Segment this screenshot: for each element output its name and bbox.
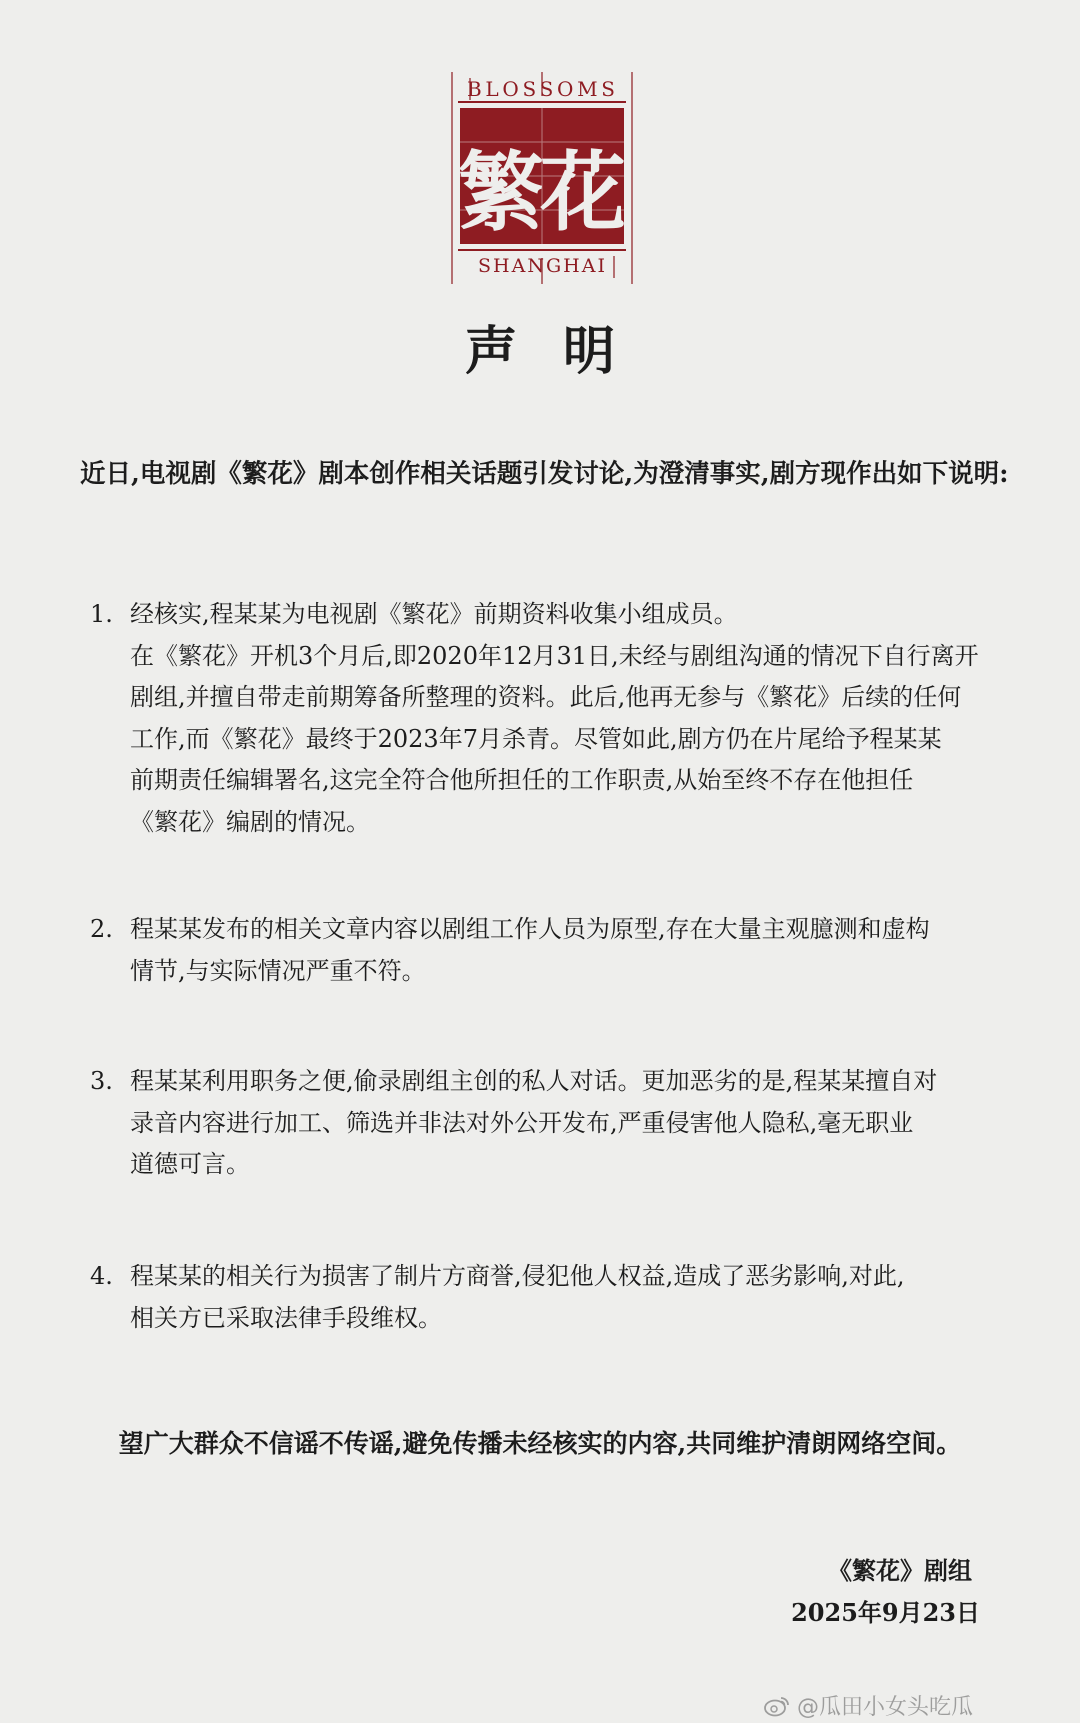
item-number: 3. — [90, 1067, 113, 1095]
statement-item-1 — [90, 594, 990, 843]
weibo-icon — [764, 1695, 797, 1720]
item-number: 2. — [90, 915, 113, 943]
intro-paragraph: 近日,电视剧《繁花》剧本创作相关话题引发讨论,为澄清事实,剧方现作出如下说明: — [80, 459, 1009, 489]
statement-title: 声明 — [464, 321, 661, 382]
watermark — [764, 1690, 973, 1721]
signature-org: 《繁花》剧组 — [828, 1556, 972, 1585]
item-line: 工作,而《繁花》最终于2023年7月杀青。尽管如此,剧方仍在片尾给予程某某 — [130, 724, 942, 753]
item-number: 4. — [90, 1262, 113, 1290]
item-line: 程某某的相关行为损害了制片方商誉,侵犯他人权益,造成了恶劣影响,对此, — [130, 1262, 905, 1290]
item-line: 剧组,并擅自带走前期筹备所整理的资料。此后,他再无参与《繁花》后续的任何 — [130, 683, 962, 711]
item-line: 相关方已采取法律手段维权。 — [130, 1303, 442, 1332]
item-line: 情节,与实际情况严重不符。 — [130, 956, 426, 985]
signature-date: 2025年9月23日 — [791, 1598, 980, 1627]
item-number: 1. — [90, 600, 113, 628]
item-line: 《繁花》编剧的情况。 — [130, 807, 370, 836]
statement-item-4 — [90, 1256, 990, 1339]
item-line: 在《繁花》开机3个月后,即2020年12月31日,未经与剧组沟通的情况下自行离开 — [130, 641, 979, 670]
svg-text:花: 花 — [540, 142, 626, 243]
statement-item-2 — [90, 909, 990, 992]
watermark-text: @瓜田小女头吃瓜 — [797, 1695, 974, 1720]
item-line: 程某某利用职务之便,偷录剧组主创的私人对话。更加恶劣的是,程某某擅自对 — [130, 1067, 938, 1095]
item-line: 程某某发布的相关文章内容以剧组工作人员为原型,存在大量主观臆测和虚构 — [130, 915, 930, 943]
svg-text:SHANGHAI: SHANGHAI — [478, 255, 606, 277]
statement-item-3 — [90, 1061, 990, 1186]
item-line: 道德可言。 — [130, 1150, 250, 1178]
svg-text:繁: 繁 — [458, 142, 544, 243]
signature-block — [791, 1550, 980, 1634]
item-line: 录音内容进行加工、筛选并非法对外公开发布,严重侵害他人隐私,毫无职业 — [130, 1108, 914, 1137]
item-line: 前期责任编辑署名,这完全符合他所担任的工作职责,从始至终不存在他担任 — [130, 766, 914, 794]
svg-text:BLOSSOMS: BLOSSOMS — [467, 77, 617, 101]
item-line: 经核实,程某某为电视剧《繁花》前期资料收集小组成员。 — [130, 600, 738, 628]
closing-paragraph: 望广大群众不信谣不传谣,避免传播未经核实的内容,共同维护清朗网络空间。 — [118, 1429, 962, 1458]
blossoms-shanghai-logo — [430, 72, 654, 284]
